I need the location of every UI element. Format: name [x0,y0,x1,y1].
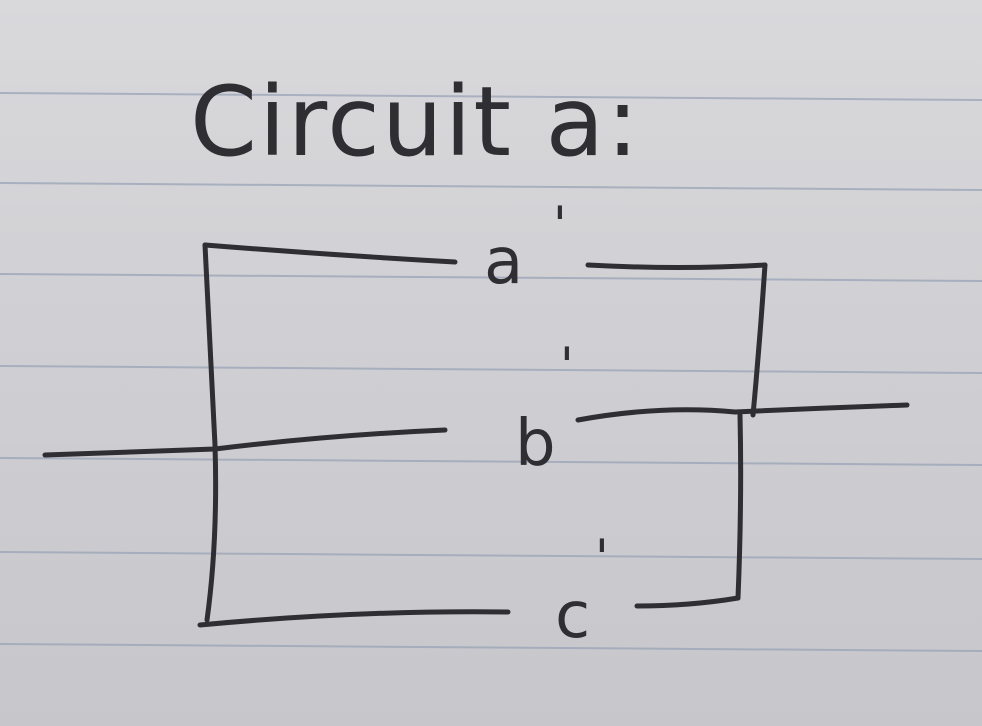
ruled-line [0,183,982,190]
prime-mark-a: ' [553,196,567,254]
ruled-line [0,458,982,465]
branch-b-right-wire [578,410,735,420]
right-upper-rail-wire [753,265,765,415]
diagram-title: Circuit a: [190,66,641,178]
label-a: a [484,225,524,299]
circuit-wires [45,245,907,625]
prime-mark-c: ' [595,529,609,587]
branch-a-left-wire [205,245,455,262]
branch-c-left-wire [200,612,508,625]
ruled-line [0,552,982,559]
label-c-prime [555,529,609,653]
label-a-prime [484,196,567,299]
output-wire [735,405,907,412]
prime-mark-b: ' [560,337,574,395]
ruled-line [0,366,982,373]
label-c: c [555,579,591,653]
label-b: b [515,407,556,481]
branch-b-left-wire [215,430,445,449]
ruled-line [0,644,982,651]
label-b-prime [515,337,574,481]
right-lower-rail-wire [738,415,741,598]
left-rail-wire [205,245,216,620]
branch-c-right-wire [637,598,738,606]
input-wire [45,449,215,455]
branch-a-right-wire [588,265,765,268]
